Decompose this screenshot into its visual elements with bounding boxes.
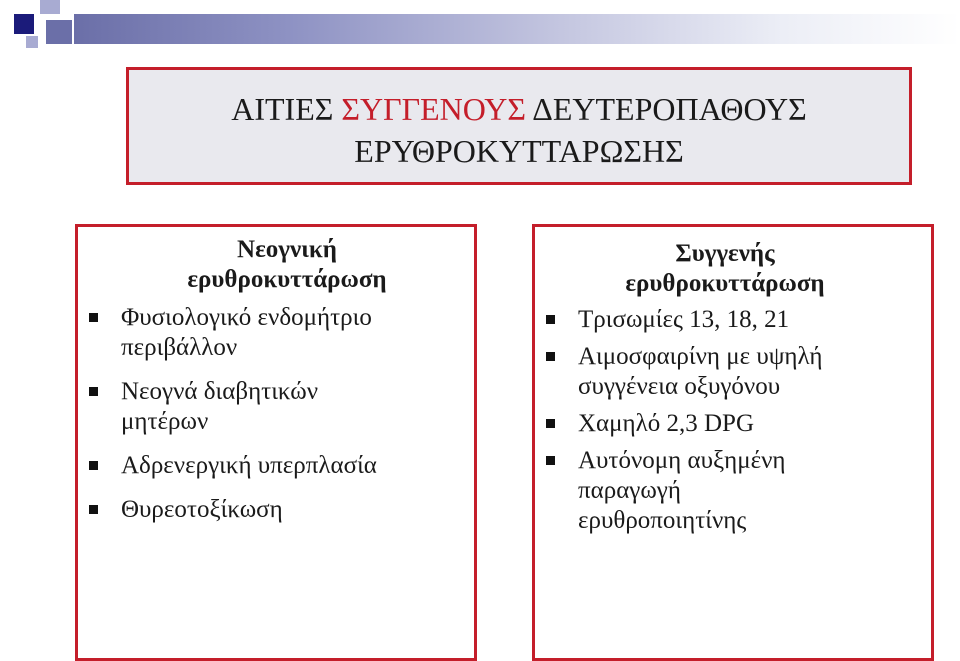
list-item: Νεογνά διαβητικών μητέρων [78, 377, 474, 437]
list-item: Τρισωμίες 13, 18, 21 [535, 305, 931, 335]
decor-square-light [40, 0, 60, 14]
list-item: Φυσιολογικό ενδομήτριο περιβάλλον [78, 303, 474, 363]
square-bullet-icon [89, 387, 98, 396]
neonatal-heading: Νεογνική ερυθροκυττάρωση [187, 236, 387, 293]
list-item: Θυρεοτοξίκωση [78, 495, 474, 525]
title-line-2: ΕΡΥΘΡΟΚΥΤΤΑΡΩΣΗΣ [354, 133, 684, 169]
decor-header-bar [74, 14, 960, 44]
title-box [126, 67, 912, 185]
list-item: Αιμοσφαιρίνη με υψηλή συγγένεια οξυγόνου [535, 342, 931, 402]
decor-square-light [26, 36, 38, 48]
congenital-panel [532, 224, 934, 661]
congenital-heading: Συγγενής ερυθροκυττάρωση [625, 240, 825, 297]
title-accent: ΣΥΓΓΕΝΟΥΣ [341, 91, 527, 127]
square-bullet-icon [546, 352, 555, 361]
decor-square-mid [46, 20, 72, 44]
square-bullet-icon [546, 419, 555, 428]
square-bullet-icon [89, 461, 98, 470]
square-bullet-icon [546, 315, 555, 324]
title-line-1: ΑΙΤΙΕΣ ΣΥΓΓΕΝΟΥΣ ΔΕΥΤΕΡΟΠΑΘΟΥΣ [231, 91, 807, 127]
square-bullet-icon [89, 313, 98, 322]
list-item: Αδρενεργική υπερπλασία [78, 451, 474, 481]
neonatal-list [78, 303, 474, 525]
square-bullet-icon [546, 456, 555, 465]
congenital-list [535, 305, 931, 536]
list-item: Αυτόνομη αυξημένη παραγωγή ερυθροποιητίνης [535, 446, 931, 536]
decor-square-dark [14, 14, 34, 34]
list-item: Χαμηλό 2,3 DPG [535, 409, 931, 439]
square-bullet-icon [89, 505, 98, 514]
neonatal-panel [75, 224, 477, 661]
